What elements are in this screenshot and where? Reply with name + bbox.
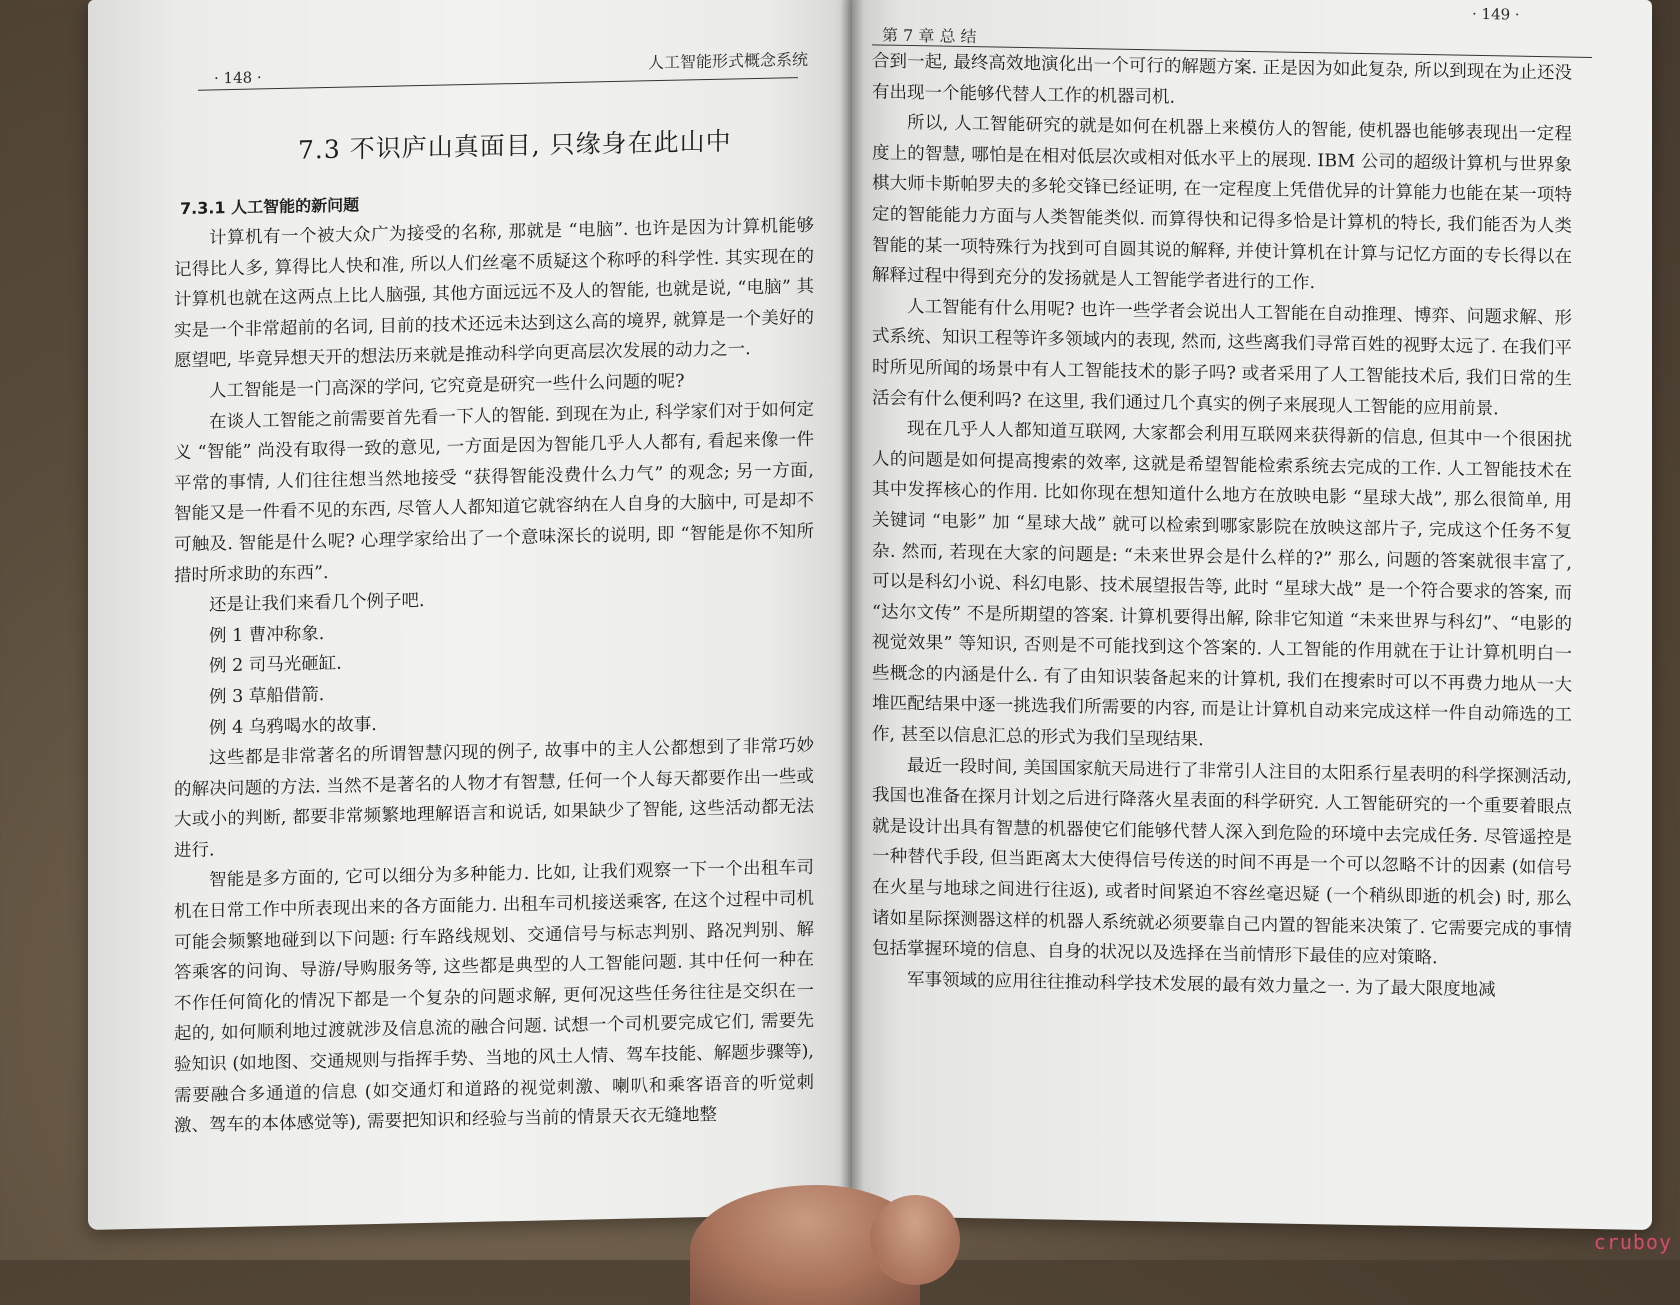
right-paragraph: 军事领域的应用往往推动科学技术发展的最有效力量之一. 为了最大限度地减 [907, 969, 1496, 1001]
right-paragraph: 合到一起, 最终高效地演化出一个可行的解题方案. 正是因为如此复杂, 所以到现在为止还没有出现一个能够代替人工作的机器司机. [872, 51, 1572, 108]
right-paragraph: 最近一段时间, 美国国家航天局进行了非常引人注目的太阳系行星表明的科学探测活动, 我国也准备在探月计划之后进行降落火星表面的科学研究. 人工智能研究的一个重要着眼点就是设计出具有智慧的机器使它们能够代替人深入到危险的环境中去完成任务. 尽管遥控是一种替代手段, 但当距离太大使得信号传送的时间不再是一个可以忽略不计的因素 (如信号在火星与地球之间进行往返), 或者时间紧迫不容丝毫迟疑 (一个稍纵即逝的机会) 时, 那么诸如星际探测器这样的机器人系统就必须要靠自己内置的智能来决策了. 它需要完成的事情包括掌握环境的信息、自身的状况以及选择在当前情形下最佳的应对策略. [872, 755, 1572, 969]
left-paragraph: 人工智能是一门高深的学问, 它究竟是研究一些什么问题的呢? [209, 371, 685, 402]
holding-fingertip [870, 1195, 960, 1285]
right-paragraph: 人工智能有什么用呢? 也许一些学者会说出人工智能在自动推理、博弈、问题求解、形式系统、知识工程等许多领域内的表现, 然而, 这些离我们寻常百姓的视野太远了. 在我们平时所见所闻的场景中有人工智能技术的影子吗? 或者采用了人工智能技术后, 我们日常的生活会有什么便利吗? 在这里, 我们通过几个真实的例子来展现人工智能的应用前景. [872, 296, 1572, 419]
example-item: 例 3 草船借箭. [209, 684, 325, 708]
right-paragraph: 现在几乎人人都知道互联网, 大家都会利用互联网来获得新的信息, 但其中一个很困扰人的问题是如何提高搜索的效率, 这就是希望智能检索系统去完成的工作. 人工智能技术在其中发挥核心的作用. 比如你现在想知道什么地方在放映电影 “星球大战”, 那么很简单, 用关键词 “电影” 加 “星球大战” 就可以检索到哪家影院在放映这部片子, 完成这个任务不复杂. 然而, 若现在大家的问题是: “未来世界会是什么样的?” 那么, 问题的答案就很丰富了, 可以是科幻小说、科幻电影、技术展望报告等, 此时 “星球大战” 是一个符合要求的答案, 而 “达尔文传” 不是所期望的答案. 计算机要得出解, 除非它知道 “未来世界与科幻”、“电影的视觉效果” 等知识, 否则是不可能找到这个答案的. 人工智能的作用就在于让计算机明白一些概念的内涵是什么. 有了由知识装备起来的计算机, 我们在搜索时可以不再费力地从一大堆匹配结果中逐一挑选我们所需要的内容, 而是让计算机自动来完成这样一件自动筛选的工作, 甚至以信息汇总的形式为我们呈现结果. [872, 419, 1572, 751]
example-item: 例 1 曹冲称象. [209, 623, 325, 647]
left-paragraph: 在谈人工智能之前需要首先看一下人的智能. 到现在为止, 科学家们对于如何定义 “智能” 尚没有取得一致的意见, 一方面是因为智能几乎人人都有, 看起来像一件平常的事情, 人们往往想当然地接受 “获得智能没费什么力气” 的观念; 另一方面, 智能又是一件看不见的东西, 尽管人人都知道它就容纳在人自身的大脑中, 可是却不可触及. 智能是什么呢? 心理学家给出了一个意味深长的说明, 即 “智能是你不知所措时所求助的东西”. [174, 399, 814, 586]
left-header-rule [198, 77, 798, 91]
example-item: 例 2 司马光砸缸. [209, 653, 342, 677]
right-running-head: 第 7 章 总 结 [882, 25, 977, 47]
left-paragraph: 智能是多方面的, 它可以细分为多种能力. 比如, 让我们观察一下一个出租车司机在日常工作中所表现出来的各方面能力. 出租车司机接送乘客, 在这个过程中司机可能会频繁地碰到以下问题: 行车路线规划、交通信号与标志判别、路况判别、解答乘客的问询、导游/导购服务等, 这些都是典型的人工智能问题. 其中任何一种在不作任何简化的情况下都是一个复杂的问题求解, 更何况这些任务往往是交织在一起的, 如何顺利地过渡就涉及信息流的融合问题. 试想一个司机要完成它们, 需要先验知识 (如地图、交通规则与指挥手势、当地的风土人情、驾车技能、解题步骤等), 需要融合多通道的信息 (如交通灯和道路的视觉刺激、喇叭和乘客语音的听觉刺激、驾车的本体感觉等), 需要把知识和经验与当前的情景天衣无缝地整 [174, 858, 814, 1137]
left-page [88, 0, 858, 1230]
section-title: 7.3 不识庐山真面目, 只缘身在此山中 [298, 126, 732, 165]
subsection-title: 7.3.1 人工智能的新问题 [180, 195, 360, 219]
left-paragraph: 这些都是非常著名的所谓智慧闪现的例子, 故事中的主人公都想到了非常巧妙的解决问题的方法. 当然不是著名的人物才有智慧, 任何一个人每天都要作出一些或大或小的判断, 都要非常频繁地理解语言和说话, 如果缺少了智能, 这些活动都无法进行. [174, 735, 814, 862]
left-paragraph: 还是让我们来看几个例子吧. [209, 591, 425, 616]
right-page [852, 0, 1652, 1230]
left-running-head: 人工智能形式概念系统 [648, 49, 809, 73]
right-page-body [872, 46, 1572, 1007]
left-page-number: · 148 · [214, 68, 262, 88]
watermark: cruboy [1593, 1230, 1672, 1254]
example-item: 例 4 乌鸦喝水的故事. [209, 714, 377, 738]
right-page-number: · 149 · [1472, 4, 1520, 24]
right-paragraph: 所以, 人工智能研究的就是如何在机器上来模仿人的智能, 使机器也能够表现出一定程度上的智慧, 哪怕是在相对低层次或相对低水平上的展现. IBM 公司的超级计算机与世界象棋大师卡斯帕罗夫的多轮交锋已经证明, 在一定程度上凭借优异的计算能力也能在某一项特定的智能能力方面与人类智能类似. 而算得快和记得多恰是计算机的特长, 我们能否为人类智能的某一项特殊行为找到可自圆其说的解释, 并使计算机在计算与记忆方面的专长得以在解释过程中得到充分的发扬就是人工智能学者进行的工作. [872, 113, 1572, 294]
left-paragraph: 计算机有一个被大众广为接受的名称, 那就是 “电脑”. 也许是因为计算机能够记得比人多, 算得比人快和准, 所以人们丝毫不质疑这个称呼的科学性. 其实现在的计算机也就在这两点上比人脑强, 其他方面远远不及人的智能, 也就是说, “电脑” 其实是一个非常超前的名词, 目前的技术还远未达到这么高的境界, 就算是一个美好的愿望吧, 毕竟异想天开的想法历来就是推动科学向更高层次发展的动力之一. [174, 215, 814, 372]
left-page-body [174, 211, 814, 1142]
